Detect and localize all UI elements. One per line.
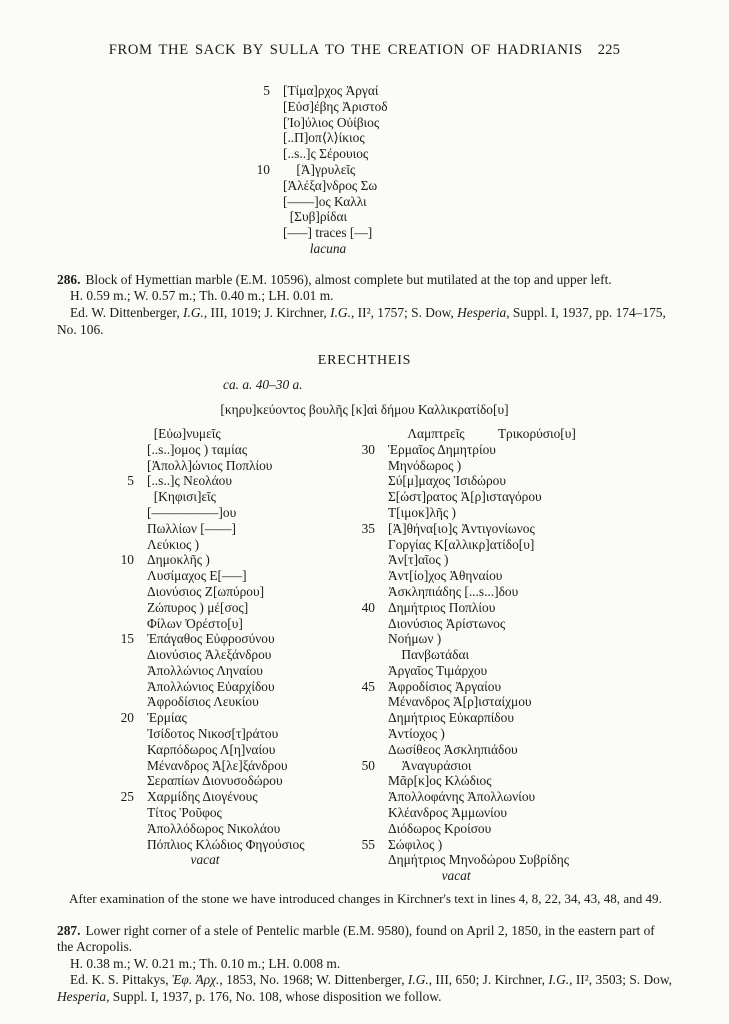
greek-text: Τίτος Ῥοῦφος bbox=[147, 805, 222, 821]
greek-text: [–––] traces [––] bbox=[283, 225, 373, 241]
inscription-columns bbox=[117, 426, 672, 884]
greek-line bbox=[253, 130, 672, 146]
line-number bbox=[358, 631, 388, 647]
line-number bbox=[358, 616, 388, 632]
greek-line bbox=[358, 758, 672, 774]
greek-line bbox=[253, 225, 672, 241]
greek-text: Χαρμίδης Διογένους bbox=[147, 789, 258, 805]
citation-segment: Hesperia bbox=[57, 989, 107, 1005]
greek-line bbox=[358, 789, 672, 805]
line-number bbox=[358, 742, 388, 758]
line-number bbox=[358, 647, 388, 663]
date-line: ca. a. 40–30 a. bbox=[223, 377, 303, 393]
greek-line bbox=[358, 663, 672, 679]
line-number bbox=[117, 694, 147, 710]
line-number bbox=[358, 663, 388, 679]
greek-line bbox=[358, 537, 672, 553]
greek-text: Διονύσιος Ἀλεξάνδρου bbox=[147, 647, 272, 663]
line-number bbox=[253, 178, 283, 194]
line-number: 55 bbox=[361, 836, 375, 852]
greek-text: Πόπλιος Κλώδιος Φηγούσιος bbox=[147, 836, 305, 852]
greek-text: vacat bbox=[388, 868, 471, 884]
greek-text: Ἀν[τ]αῖος ) bbox=[388, 552, 449, 568]
line-number bbox=[358, 852, 388, 868]
line-number bbox=[117, 805, 147, 821]
line-number bbox=[253, 241, 283, 257]
entry-286-editions bbox=[57, 305, 672, 338]
greek-line bbox=[117, 805, 358, 821]
citation-segment: Ed. K. S. Pittakys, bbox=[70, 972, 172, 988]
page-number: 225 bbox=[597, 42, 621, 58]
greek-line bbox=[117, 710, 358, 726]
line-number bbox=[117, 679, 147, 695]
greek-line bbox=[358, 616, 672, 632]
line-number bbox=[358, 821, 388, 837]
citation-segment: I.G. bbox=[330, 304, 351, 320]
greek-line bbox=[117, 568, 358, 584]
greek-line bbox=[358, 505, 672, 521]
greek-text: Ζώπυρος ) μέ[σος] bbox=[147, 599, 249, 615]
line-number bbox=[358, 568, 388, 584]
greek-text: Σύ[μ]μαχος Ἰσιδώρου bbox=[388, 473, 506, 489]
line-number bbox=[358, 868, 388, 884]
inscription-right-column bbox=[358, 426, 672, 884]
greek-text: Μηνόδωρος ) bbox=[388, 457, 462, 473]
greek-text: [––––––––––]ου bbox=[147, 504, 237, 520]
line-number bbox=[358, 537, 388, 553]
greek-line bbox=[358, 868, 672, 884]
line-number: 15 bbox=[120, 631, 134, 647]
running-head bbox=[57, 42, 672, 59]
greek-line bbox=[117, 489, 358, 505]
greek-text: Δωσίθεος Ἀσκληπιάδου bbox=[388, 741, 518, 757]
greek-text: [Εὐσ]έβης Ἀριστοδ bbox=[283, 98, 388, 114]
line-number bbox=[358, 805, 388, 821]
greek-line bbox=[358, 489, 672, 505]
citation-segment: , Suppl. I, 1937, p. 176, No. 108, whose disposition we follow. bbox=[106, 989, 442, 1005]
line-number bbox=[358, 426, 388, 442]
greek-line bbox=[358, 568, 672, 584]
greek-line bbox=[358, 552, 672, 568]
greek-line bbox=[117, 742, 358, 758]
greek-text: [Κηφισι]εῖς bbox=[147, 489, 216, 505]
greek-text: Λυσίμαχος Ε[–––] bbox=[147, 568, 247, 584]
citation-segment: Hesperia bbox=[457, 304, 507, 320]
greek-text: [Ἀ]θήνα[ιο]ς Ἀντιγονίωνος bbox=[388, 520, 535, 536]
greek-line bbox=[358, 647, 672, 663]
greek-text: Δημήτριος Εὐκαρπίδου bbox=[388, 710, 514, 726]
greek-text: Ἀναγυράσιοι bbox=[388, 757, 472, 773]
greek-line bbox=[358, 631, 672, 647]
greek-text: Διόδωρος Κροίσου bbox=[388, 820, 492, 836]
greek-line bbox=[117, 663, 358, 679]
greek-line bbox=[117, 821, 358, 837]
greek-text: Διονύσιος Ζ[ωπύρου] bbox=[147, 583, 265, 599]
entry-286-dimensions: H. 0.59 m.; W. 0.57 m.; Th. 0.40 m.; LH. 0.01 m. bbox=[70, 288, 334, 304]
greek-text: [Τίμα]ρχος Ἀργαί bbox=[283, 83, 379, 98]
entry-number: 287. bbox=[57, 922, 81, 938]
citation-segment: I.G. bbox=[183, 304, 204, 320]
line-number bbox=[117, 521, 147, 537]
greek-line bbox=[358, 710, 672, 726]
line-number: 5 bbox=[127, 473, 134, 489]
citation-segment: Ed. W. Dittenberger, bbox=[70, 304, 184, 320]
citation-segment: , II², 1757; S. Dow, bbox=[350, 304, 458, 320]
line-number bbox=[253, 194, 283, 210]
greek-line bbox=[117, 789, 358, 805]
greek-text: Ἀργαῖος Τιμάρχου bbox=[388, 662, 488, 678]
line-number: 50 bbox=[361, 757, 375, 773]
greek-line bbox=[117, 647, 358, 663]
line-number bbox=[253, 130, 283, 146]
line-number bbox=[358, 726, 388, 742]
citation-segment: , II², 3503; S. Dow, bbox=[569, 972, 672, 988]
greek-line bbox=[117, 584, 358, 600]
greek-line bbox=[358, 726, 672, 742]
greek-text: Λεύκιος ) bbox=[147, 536, 200, 552]
citation-segment: , III, 1019; J. Kirchner, bbox=[203, 304, 331, 320]
greek-line bbox=[358, 600, 672, 616]
line-number bbox=[358, 489, 388, 505]
greek-line bbox=[117, 537, 358, 553]
line-number bbox=[253, 209, 283, 225]
greek-text: [Ἀ]γρυλεῖς bbox=[283, 161, 356, 177]
line-number bbox=[117, 663, 147, 679]
greek-text: Δημοκλῆς ) bbox=[147, 552, 210, 568]
line-number bbox=[117, 489, 147, 505]
citation-segment: , 1853, No. 1968; W. Dittenberger, bbox=[219, 972, 408, 988]
greek-text: [..s..]ς Σέρουιος bbox=[283, 146, 369, 162]
greek-line bbox=[253, 99, 672, 115]
entry-286-heading bbox=[57, 272, 672, 289]
line-number bbox=[117, 442, 147, 458]
greek-text: lacuna bbox=[283, 240, 347, 256]
entry-287 bbox=[57, 923, 672, 1006]
greek-text: Σώφιλος ) bbox=[388, 836, 443, 852]
greek-text: Σ[ώστ]ρατος Ἀ[ρ]ισταγόρου bbox=[388, 489, 542, 505]
greek-text: Ἀπολλώνιος Ληναίου bbox=[147, 662, 263, 678]
line-number bbox=[358, 694, 388, 710]
greek-line bbox=[253, 209, 672, 225]
tribe-title: ERECHTHEIS bbox=[317, 353, 412, 369]
line-number bbox=[117, 726, 147, 742]
greek-text: Ἀπολλώνιος Εὐαρχίδου bbox=[147, 678, 275, 694]
greek-text: Ἀφροδίσιος Λευκίου bbox=[147, 694, 259, 710]
greek-line bbox=[117, 837, 358, 853]
entry-number: 286. bbox=[57, 271, 81, 287]
line-number bbox=[117, 426, 147, 442]
line-number: 10 bbox=[120, 552, 134, 568]
greek-text: Πανβωτάδαι bbox=[388, 647, 470, 663]
entry-description: Block of Hymettian marble (E.M. 10596), almost complete but mutilated at the top and upper left. bbox=[85, 271, 612, 287]
greek-text: Ἀσκληπιάδης [...s...]δου bbox=[388, 583, 519, 599]
line-number: 45 bbox=[361, 678, 375, 694]
greek-line bbox=[358, 584, 672, 600]
line-number: 20 bbox=[120, 710, 134, 726]
greek-line bbox=[253, 194, 672, 210]
greek-line bbox=[358, 821, 672, 837]
line-number bbox=[358, 789, 388, 805]
line-number: 5 bbox=[263, 83, 270, 98]
fragment-lines bbox=[253, 83, 672, 257]
greek-line bbox=[117, 552, 358, 568]
greek-text: Καρπόδωρος Λ[η]ναίου bbox=[147, 741, 276, 757]
greek-line bbox=[117, 521, 358, 537]
greek-text: [Ἰο]ύλιος Οὐίβιος bbox=[283, 114, 380, 130]
line-number bbox=[253, 115, 283, 131]
greek-text: Φίλων Ὀρέστο[υ] bbox=[147, 615, 243, 631]
line-number bbox=[117, 647, 147, 663]
line-number bbox=[117, 616, 147, 632]
line-number bbox=[358, 584, 388, 600]
inscription-fragment-top bbox=[253, 83, 672, 257]
greek-line bbox=[253, 178, 672, 194]
inscription-heading-line: [κηρυ]κεύοντος βουλῆς [κ]αὶ δήμου Καλλικρατίδο[υ] bbox=[220, 402, 509, 418]
citation-segment: I.G. bbox=[407, 972, 429, 988]
greek-text: [..Π]οπ⟨λ⟩ίκιος bbox=[283, 130, 365, 146]
greek-line bbox=[253, 115, 672, 131]
greek-line bbox=[358, 773, 672, 789]
greek-text: Ἀπολλόδωρος Νικολάου bbox=[147, 820, 281, 836]
greek-text: Ἰσίδοτος Νικοσ[τ]ράτου bbox=[147, 726, 279, 742]
greek-line bbox=[358, 442, 672, 458]
greek-line bbox=[358, 458, 672, 474]
entry-287-editions bbox=[57, 972, 672, 1005]
citation-segment: , Suppl. I, 1937, pp. 174–175, No. 106. bbox=[57, 304, 666, 337]
greek-line bbox=[253, 241, 672, 257]
greek-text: Ἀπολλοφάνης Ἀπολλωνίου bbox=[388, 789, 536, 805]
greek-line bbox=[117, 458, 358, 474]
greek-text: Ἀντ[ίο]χος Ἀθηναίου bbox=[388, 568, 503, 584]
citation-segment: I.G. bbox=[548, 972, 570, 988]
line-number bbox=[117, 568, 147, 584]
greek-text: Δημήτριος Ποπλίου bbox=[388, 599, 496, 615]
greek-line bbox=[117, 852, 358, 868]
greek-text: Λαμπτρεῖς Τρικορύσιο[υ] bbox=[388, 425, 576, 441]
running-head-title: FROM THE SACK BY SULLA TO THE CREATION OF HADRIANIS bbox=[108, 42, 583, 58]
greek-text: Ἀφροδίσιος Ἀργαίου bbox=[388, 678, 502, 694]
greek-text: [Ἀλέξα]νδρος Σω bbox=[283, 177, 378, 193]
greek-line bbox=[117, 442, 358, 458]
greek-text: Τ[ιμοκ]λῆς ) bbox=[388, 504, 456, 520]
greek-line bbox=[358, 521, 672, 537]
greek-line bbox=[358, 679, 672, 695]
line-number bbox=[117, 505, 147, 521]
line-number bbox=[358, 458, 388, 474]
greek-text: [..s..]ομος ) ταμίας bbox=[147, 441, 248, 457]
greek-text: Κλέανδρος Ἀμμωνίου bbox=[388, 805, 508, 821]
line-number bbox=[253, 99, 283, 115]
line-number bbox=[117, 600, 147, 616]
line-number: 25 bbox=[120, 789, 134, 805]
greek-text: Ἑρμίας bbox=[147, 710, 187, 726]
greek-line bbox=[117, 426, 358, 442]
editorial-note: After examination of the stone we have introduced changes in Kirchner's text in lines 4, 8, 22, 34, 43, 48, and 49. bbox=[69, 891, 662, 907]
line-number bbox=[253, 225, 283, 241]
greek-text: Ἐπάγαθος Εὐφροσύνου bbox=[147, 631, 275, 647]
greek-text: Μένανδρος Ἀ[λε]ξάνδρου bbox=[147, 757, 288, 773]
entry-287-dimensions: H. 0.38 m.; W. 0.21 m.; Th. 0.10 m.; LH. 0.008 m. bbox=[70, 955, 341, 971]
line-number bbox=[358, 505, 388, 521]
greek-line bbox=[117, 616, 358, 632]
greek-text: Διονύσιος Ἀρίστωνος bbox=[388, 615, 506, 631]
greek-line bbox=[117, 631, 358, 647]
line-number bbox=[117, 584, 147, 600]
line-number bbox=[117, 837, 147, 853]
line-number: 40 bbox=[361, 599, 375, 615]
line-number: 30 bbox=[361, 441, 375, 457]
line-number bbox=[117, 537, 147, 553]
greek-line bbox=[117, 773, 358, 789]
greek-text: [Ἀπολλ]ώνιος Ποπλίου bbox=[147, 457, 273, 473]
line-number bbox=[253, 146, 283, 162]
greek-text: Μένανδρος Ἀ[ρ]ισταίχμου bbox=[388, 694, 532, 710]
citation-segment: Ἐφ. Ἀρχ. bbox=[171, 972, 220, 988]
greek-line bbox=[253, 146, 672, 162]
greek-line bbox=[358, 742, 672, 758]
entry-286 bbox=[57, 272, 672, 908]
greek-text: vacat bbox=[147, 852, 220, 868]
line-number bbox=[358, 710, 388, 726]
greek-line bbox=[117, 600, 358, 616]
greek-line bbox=[358, 805, 672, 821]
entry-description: Lower right corner of a stele of Pentelic marble (E.M. 9580), found on April 2, 1850, in the eastern part of the Acropolis. bbox=[57, 922, 655, 955]
greek-text: Ἑρμαῖος Δημητρίου bbox=[388, 441, 496, 457]
greek-line bbox=[358, 426, 672, 442]
greek-line bbox=[358, 852, 672, 868]
greek-line bbox=[117, 679, 358, 695]
greek-line bbox=[117, 505, 358, 521]
line-number bbox=[117, 852, 147, 868]
line-number bbox=[117, 742, 147, 758]
line-number: 10 bbox=[256, 161, 270, 177]
line-number bbox=[358, 473, 388, 489]
greek-text: Πωλλίων [––––] bbox=[147, 520, 236, 536]
greek-text: Δημήτριος Μηνοδώρου Συβρίδης bbox=[388, 852, 570, 868]
inscription-left-column bbox=[117, 426, 358, 884]
greek-text: Νοήμων ) bbox=[388, 631, 442, 647]
greek-text: Μᾶρ[κ]ος Κλώδιος bbox=[388, 773, 492, 789]
line-number bbox=[117, 821, 147, 837]
line-number: 35 bbox=[361, 520, 375, 536]
greek-line bbox=[117, 758, 358, 774]
greek-line bbox=[358, 694, 672, 710]
greek-line bbox=[117, 726, 358, 742]
line-number bbox=[117, 758, 147, 774]
line-number bbox=[358, 552, 388, 568]
greek-line bbox=[358, 837, 672, 853]
greek-line bbox=[253, 162, 672, 178]
greek-line bbox=[358, 473, 672, 489]
greek-text: Ἀντίοχος ) bbox=[388, 726, 445, 742]
greek-line bbox=[253, 83, 672, 99]
greek-text: [Εὐω]νυμεῖς bbox=[147, 425, 221, 441]
line-number bbox=[117, 773, 147, 789]
greek-line bbox=[117, 694, 358, 710]
greek-text: [Συβ]ρίδαι bbox=[283, 209, 348, 225]
greek-text: [––––]ος Καλλι bbox=[283, 193, 367, 209]
greek-text: Σεραπίων Διονυσοδώρου bbox=[147, 773, 283, 789]
greek-text: [..s..]ς Νεολάου bbox=[147, 473, 232, 489]
greek-line bbox=[117, 473, 358, 489]
line-number bbox=[358, 773, 388, 789]
entry-287-heading bbox=[57, 923, 672, 956]
greek-text: Γοργίας Κ[αλλικρ]ατίδο[υ] bbox=[388, 536, 535, 552]
citation-segment: , III, 650; J. Kirchner, bbox=[428, 972, 549, 988]
line-number bbox=[117, 458, 147, 474]
